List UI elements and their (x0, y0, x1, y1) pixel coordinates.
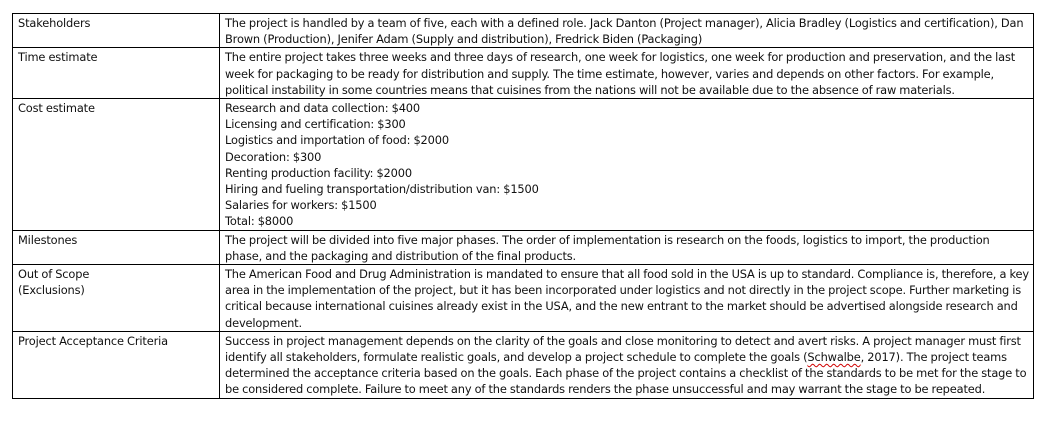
table-row-cost-estimate (13, 99, 1034, 231)
row-label-out-of-scope-line1: Out of Scope (18, 267, 90, 282)
row-content-cost-estimate (220, 99, 1034, 231)
table-row-acceptance-criteria (13, 331, 1034, 398)
row-content-time-estimate: The entire project takes three weeks and three days of research, one week for logistics, one week for production and preservation, and the last week for packaging to be ready for distribution and supply. The time estimate, however, varies and depends on other factors. For example, political instability in some countries means that cuisines from the nations will not be available due to the absence of raw materials. (220, 48, 1034, 99)
row-label-acceptance-criteria: Project Acceptance Criteria (13, 331, 220, 398)
row-label-out-of-scope-line2: (Exclusions) (18, 283, 85, 298)
cost-line-transportation: Hiring and fueling transportation/distribution van: $1500 (225, 182, 539, 197)
acceptance-text-before: Success in project management depends on the clarity of the goals and close monitoring to detect and avert risks. A project manager must first identify all stakeholders, formulate realistic goals, and develop a project schedule to complete the goals ( (225, 333, 1021, 365)
row-content-stakeholders: The project is handled by a team of five, each with a defined role. Jack Danton (Project manager), Alicia Bradley (Logistics and certification), Dan Brown (Production), Jenifer Adam (Supply and distribution), Fredrick Biden (Packaging) (220, 14, 1034, 48)
cost-line-licensing: Licensing and certification: $300 (225, 117, 406, 132)
table-row-stakeholders (13, 14, 1034, 48)
row-label-milestones: Milestones (13, 230, 220, 264)
cost-line-production-facility: Renting production facility: $2000 (225, 165, 412, 180)
row-label-cost-estimate: Cost estimate (13, 99, 220, 231)
row-content-milestones: The project will be divided into five major phases. The order of implementation is research on the foods, logistics to import, the production phase, and the packaging and distribution of the final products. (220, 230, 1034, 264)
table-row-out-of-scope (13, 265, 1034, 332)
table-row-milestones (13, 230, 1034, 264)
row-label-stakeholders: Stakeholders (13, 14, 220, 48)
row-label-time-estimate: Time estimate (13, 48, 220, 99)
row-label-out-of-scope (13, 265, 220, 332)
cost-line-logistics: Logistics and importation of food: $2000 (225, 133, 449, 148)
project-scope-table (12, 13, 1034, 399)
cost-line-salaries: Salaries for workers: $1500 (225, 198, 377, 213)
row-content-acceptance-criteria (220, 331, 1034, 398)
acceptance-text-after: , 2017). The project teams determined the acceptance criteria based on the goals. Each phase of the project contains a checklist of the standards to be met for the stage to be considered complete. Failure to meet any of the standards renders the phase unsuccessful and may warrant the stage to be repeated. (225, 350, 1027, 397)
table-row-time-estimate (13, 48, 1034, 99)
cost-line-research: Research and data collection: $400 (225, 101, 420, 116)
cost-line-decoration: Decoration: $300 (225, 149, 322, 164)
cost-line-total: Total: $8000 (225, 214, 294, 229)
row-content-out-of-scope: The American Food and Drug Administration is mandated to ensure that all food sold in the USA is up to standard. Compliance is, therefore, a key area in the implementation of the project, but it has been incorporated under logistics and not directly in the project scope. Further marketing is critical because international cuisines already exist in the USA, and the new entrant to the market should be advertised alongside research and development. (220, 265, 1034, 332)
citation-author: Schwalbe (807, 350, 861, 365)
